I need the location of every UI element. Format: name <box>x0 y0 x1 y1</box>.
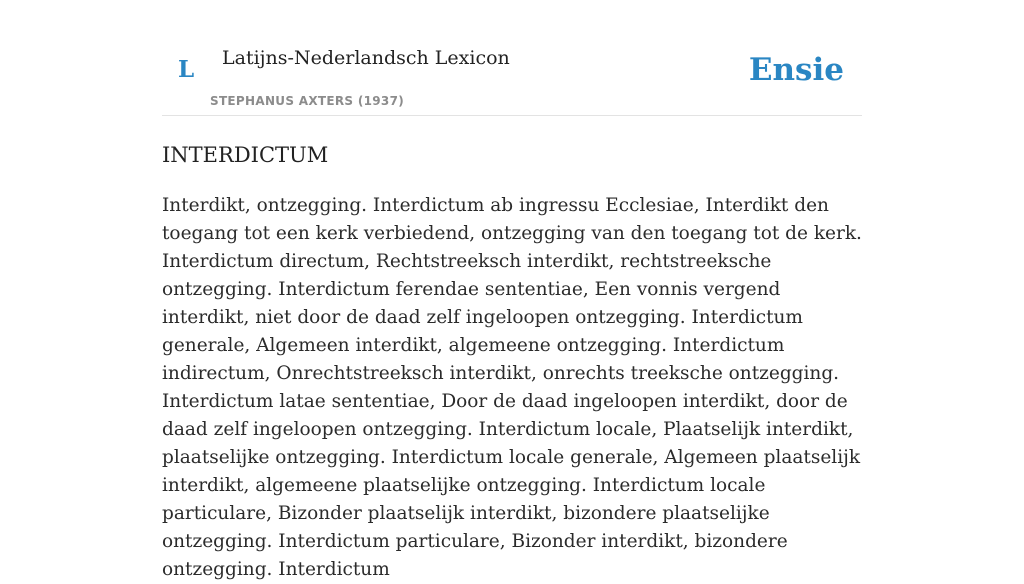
lexicon-title[interactable]: Latijns-Nederlandsch Lexicon <box>222 47 510 69</box>
card-header <box>162 0 862 116</box>
lexicon-logo[interactable]: L <box>178 56 195 83</box>
lexicon-card <box>162 0 862 580</box>
author-label: STEPHANUS AXTERS (1937) <box>210 94 405 108</box>
entry-definition: Interdikt, ontzegging. Interdictum ab ingressu Ecclesiae, Interdikt den toegang tot een kerk verbiedend, ontzegging van den toegang tot de kerk. Interdictum directum, Rechtstreeksch interdikt, rechtstreeksche ontzegging. Interdictum ferendae sententiae, Een vonnis vergend interdikt, niet door de daad zelf ingeloopen ontzegging. Interdictum generale, Algemeen interdikt, algemeene ontzegging. Interdictum indirectum, Onrechtstreeksch interdikt, onrechts treeksche ontzegging. Interdictum latae sententiae, Door de daad ingeloopen interdikt, door de daad zelf ingeloopen ontzegging. Interdictum locale, Plaatselijk interdikt, plaatselijke ontzegging. Interdictum locale generale, Algemeen plaatselijk interdikt, algemeene plaatselijke ontzegging. Interdictum locale particulare, Bizonder plaatselijk interdikt, bizondere plaatselijke ontzegging. Interdictum particulare, Bizonder interdikt, bizondere ontzegging. Interdictum <box>162 195 862 580</box>
entry-title: INTERDICTUM <box>162 143 329 167</box>
ensie-logo[interactable]: Ensie <box>748 52 844 88</box>
